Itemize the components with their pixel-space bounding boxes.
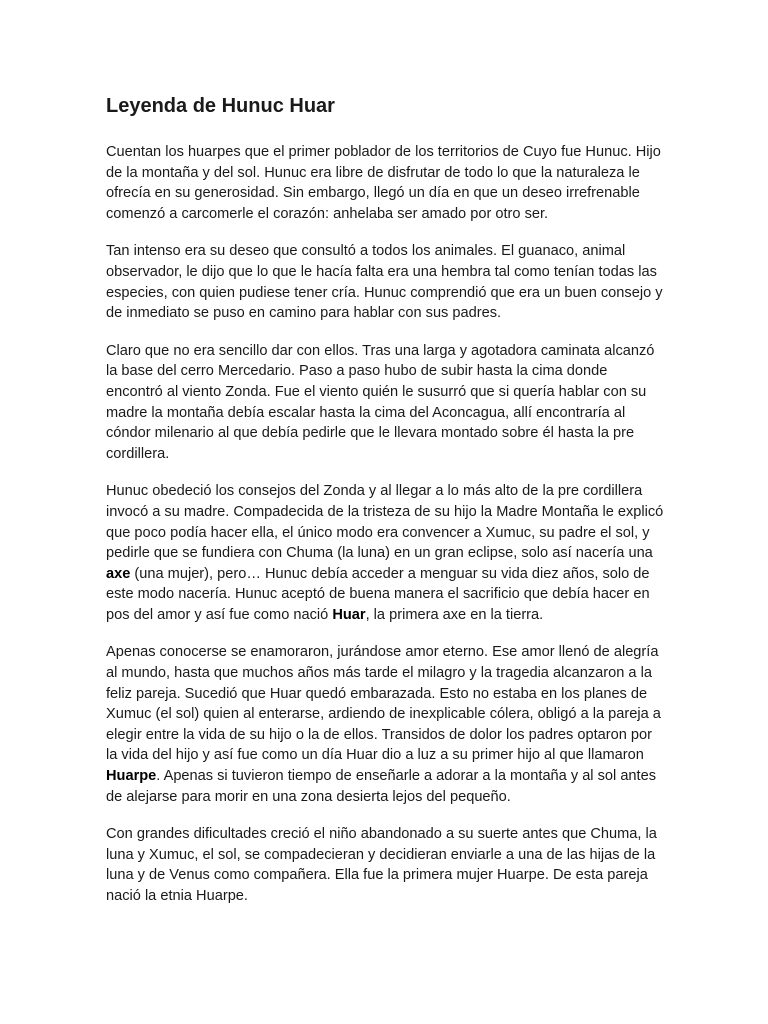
paragraph-2 xyxy=(106,241,666,323)
paragraph-3-text: Claro que no era sencillo dar con ellos. Tras una larga y agotadora caminata alcanzó la base del cerro Mercedario. Paso a paso hubo de subir hasta la cima donde encontró al viento Zonda. Fue el viento quién le susurró que si quería hablar con su madre la montaña debía escalar hasta la cima del Aconcagua, allí encontraría al cóndor milenario al que debía pedirle que le llevara montado sobre él hasta la pre cordillera. xyxy=(106,342,655,462)
paragraph-4 xyxy=(106,481,666,625)
paragraph-2-text: Tan intenso era su deseo que consultó a todos los animales. El guanaco, animal observador, le dijo que lo que le hacía falta era una hembra tal como tenían todas las especies, con quien pudiese tener cría. Hunuc comprendió que era un buen consejo y de inmediato se puso en camino para hablar con sus padres. xyxy=(106,243,663,322)
document-page xyxy=(106,92,666,924)
paragraph-5-text-a: Apenas conocerse se enamoraron, jurándose amor eterno. Ese amor llenó de alegría al mundo, hasta que muchos años más tarde el milagro y la tragedia alcanzaron a la feliz pareja. Sucedió que Huar quedó embarazada. Esto no estaba en los planes de Xumuc (el sol) quien al enterarse, ardiendo de inexplicable cólera, obligó a la pareja a elegir entre la vida de su hijo o la de ellos. Transidos de dolor los padres optaron por la vida del hijo y así fue como un día Huar dio a luz a su primer hijo al que llamaron xyxy=(106,644,661,764)
bold-term-huar: Huar xyxy=(332,606,366,623)
paragraph-3 xyxy=(106,341,666,465)
bold-term-huarpe: Huarpe xyxy=(106,768,157,785)
bold-term-axe: axe xyxy=(106,565,131,582)
paragraph-5-text-b: . Apenas si tuvieron tiempo de enseñarle a adorar a la montaña y al sol antes de alejarse para morir en una zona desierta lejos del pequeño. xyxy=(106,768,657,805)
paragraph-1-text: Cuentan los huarpes que el primer poblador de los territorios de Cuyo fue Hunuc. Hijo de la montaña y del sol. Hunuc era libre de disfrutar de todo lo que la naturaleza le ofrecía en su generosidad. Sin embargo, llegó un día en que un deseo irrefrenable comenzó a carcomerle el corazón: anhelaba ser amado por otro ser. xyxy=(106,144,661,222)
document-title: Leyenda de Hunuc Huar xyxy=(106,95,335,117)
paragraph-4-text-b: (una mujer), pero… Hunuc debía acceder a menguar su vida diez años, solo de este modo nacería. Hunuc aceptó de buena manera el sacrificio que debía hacer en pos del amor y así fue como nació xyxy=(106,565,650,623)
paragraph-4-text-a: Hunuc obedeció los consejos del Zonda y al llegar a lo más alto de la pre cordillera invocó a su madre. Compadecida de la tristeza de su hijo la Madre Montaña le explicó que poco podía hacer ella, el único modo era convencer a Xumuc, su padre el sol, y pedirle que se fundiera con Chuma (la luna) en un gran eclipse, solo así nacería una xyxy=(106,483,664,562)
paragraph-6-text: Con grandes dificultades creció el niño abandonado a su suerte antes que Chuma, la luna y Xumuc, el sol, se compadecieran y decidieran enviarle a una de las hijas de la luna y de Venus como compañera. Ella fue la primera mujer Huarpe. De esta pareja nació la etnia Huarpe. xyxy=(106,826,657,904)
paragraph-1 xyxy=(106,142,666,224)
paragraph-4-text-c: , la primera axe en la tierra. xyxy=(365,606,544,623)
paragraph-5 xyxy=(106,642,666,807)
paragraph-6 xyxy=(106,824,666,906)
